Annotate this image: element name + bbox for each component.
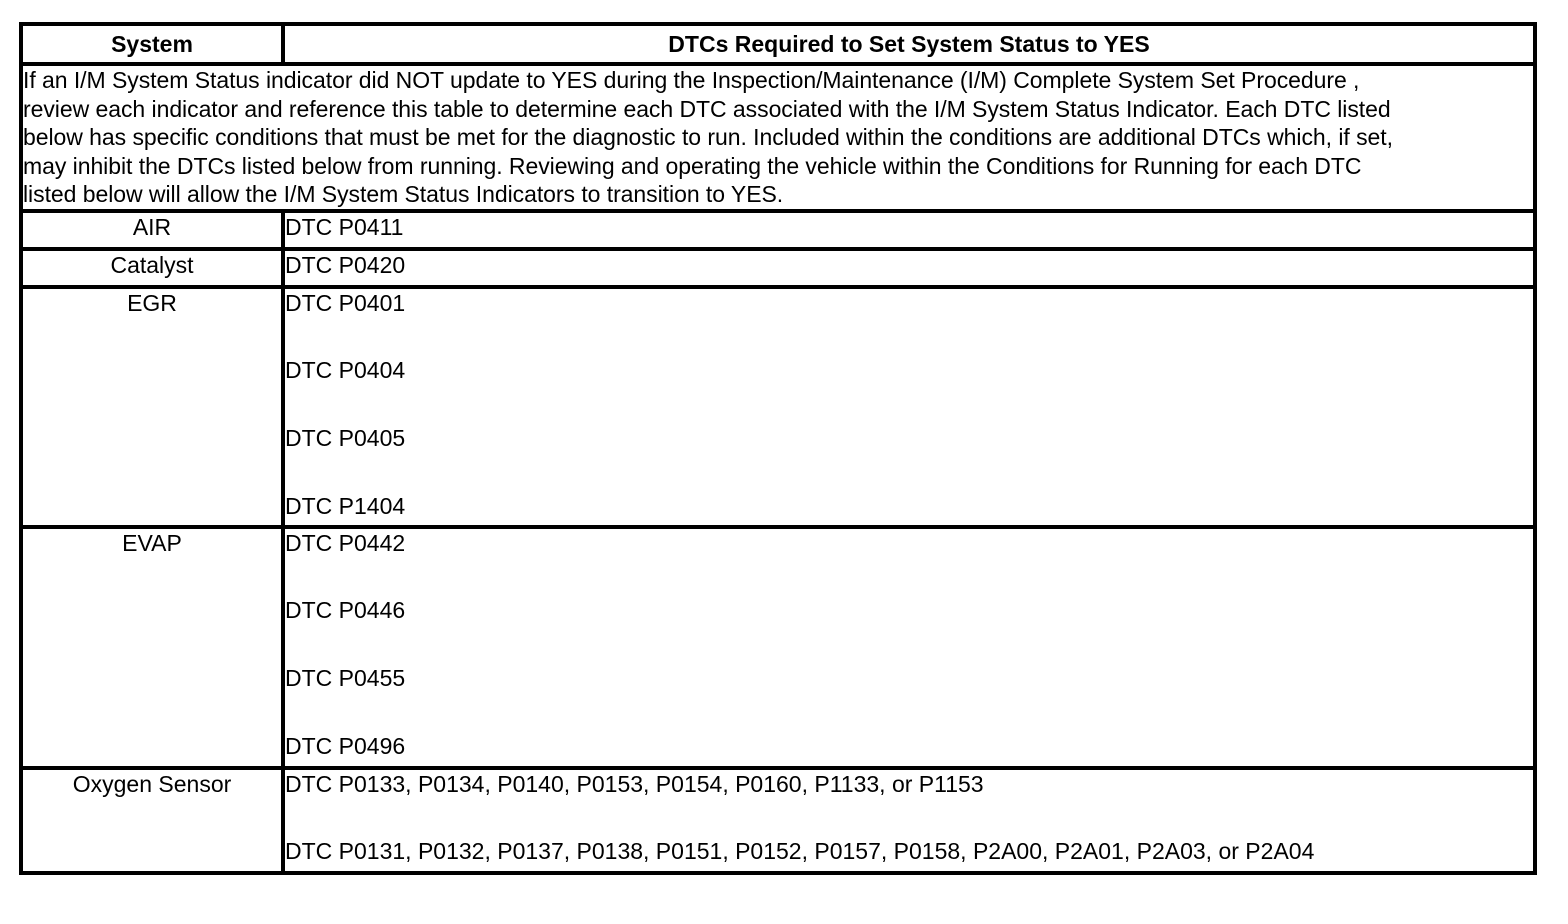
system-cell: AIR [21,211,283,249]
dtc-code: DTC P0455 [285,664,406,691]
intro-line: review each indicator and reference this table to determine each DTC associated with the I/M System Status Indicator. Each DTC listed [23,95,1391,122]
dtc-code: DTC P0131, P0132, P0137, P0138, P0151, P0152, P0157, P0158, P2A00, P2A01, P2A03, or P2A04 [285,838,1315,865]
header-dtcs: DTCs Required to Set System Status to YES [283,24,1535,64]
dtc-cell [283,249,1535,287]
dtc-code: DTC P1404 [285,492,406,519]
dtc-code: DTC P0446 [285,597,406,624]
system-cell: EVAP [21,527,283,768]
dtc-code: DTC P0420 [285,251,406,278]
dtc-code: DTC P0442 [285,529,406,556]
dtc-cell [283,211,1535,249]
table-row-oxygen-sensor [21,768,1535,873]
dtc-cell [283,768,1535,873]
header-row [21,24,1535,64]
dtc-code: DTC P0133, P0134, P0140, P0153, P0154, P0160, P1133, or P1153 [285,770,984,797]
intro-line: below has specific conditions that must be met for the diagnostic to run. Included within the conditions are additional DTCs which, if set, [23,124,1393,150]
table-row-catalyst [21,249,1535,287]
intro-line: listed below will allow the I/M System Status Indicators to transition to YES. [23,181,784,207]
dtc-code: DTC P0401 [285,289,406,316]
table-row-air [21,211,1535,249]
dtc-code: DTC P0496 [285,732,406,759]
table-row-egr [21,287,1535,527]
dtc-cell [283,527,1535,768]
table-row-evap [21,527,1535,768]
intro-line: If an I/M System Status indicator did NOT update to YES during the Inspection/Maintenance (I/M) Complete System Set Procedure , [23,67,1360,93]
dtc-code: DTC P0405 [285,424,406,451]
dtc-system-status-table [19,22,1537,875]
system-cell: Oxygen Sensor [21,768,283,873]
dtc-code: DTC P0404 [285,357,406,384]
system-cell: Catalyst [21,249,283,287]
dtc-cell [283,287,1535,527]
intro-paragraph [21,64,1535,211]
intro-row [21,64,1535,211]
dtc-code: DTC P0411 [285,213,404,240]
intro-line: may inhibit the DTCs listed below from running. Reviewing and operating the vehicle within the Conditions for Running for each DTC [23,152,1362,179]
system-cell: EGR [21,287,283,527]
header-system: System [21,24,283,64]
